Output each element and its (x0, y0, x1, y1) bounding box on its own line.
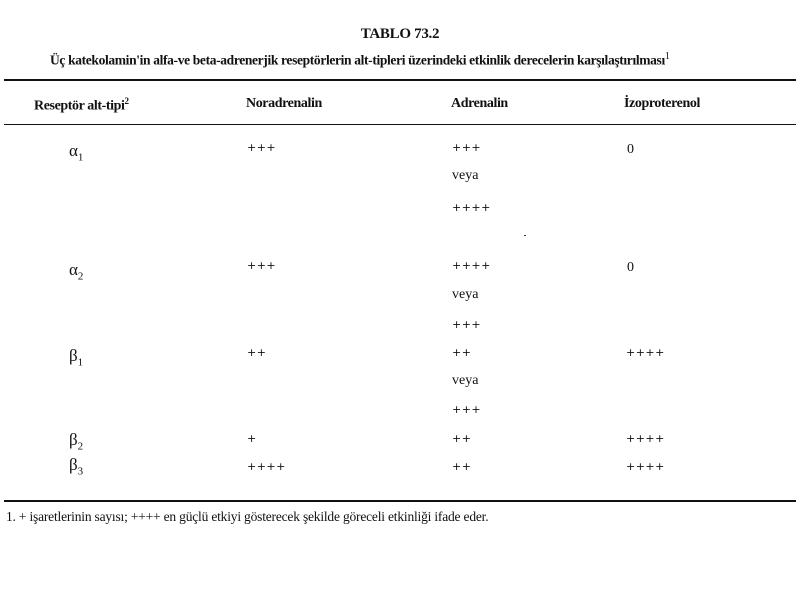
table-footnote: 1. + işaretlerinin sayısı; ++++ en güçlü etkiyi gösterecek şekilde göreceli etkinliği ifade eder. (6, 509, 489, 524)
top-rule (4, 79, 796, 81)
adrenalin-alt-cell: +++ (452, 403, 482, 416)
isoproterenol-cell: 0 (627, 260, 634, 275)
scan-speck (524, 235, 526, 236)
adrenalin-cell: ++ (452, 460, 472, 473)
isoproterenol-cell: ++++ (626, 432, 665, 445)
receptor-symbol: α (69, 260, 78, 279)
isoproterenol-cell: ++++ (626, 460, 665, 473)
receptor-subscript: 2 (77, 440, 84, 453)
noradrenalin-cell: ++ (247, 346, 267, 359)
subtitle-text: Üç katekolamin'in alfa-ve beta-adrenerjik reseptörlerin alt-tipleri üzerindeki etkinlik derecelerin karşılaştırılması (50, 52, 665, 68)
header-receptor-note: 2 (124, 96, 129, 106)
table-subtitle (50, 51, 670, 69)
isoproterenol-cell: 0 (627, 142, 634, 157)
adrenalin-cell: ++++ (452, 259, 491, 272)
subtitle-footnote-marker: 1 (664, 51, 670, 62)
header-noradrenalin: Noradrenalin (246, 96, 322, 111)
adrenalin-or-text: veya (452, 373, 479, 388)
adrenalin-alt-cell: +++ (452, 318, 482, 331)
noradrenalin-cell: ++++ (247, 460, 286, 473)
bottom-rule (4, 500, 796, 502)
noradrenalin-cell: + (247, 432, 257, 445)
receptor-subscript: 2 (77, 270, 84, 283)
header-receptor-label: Reseptör alt-tipi (34, 98, 125, 114)
receptor-cell (69, 141, 83, 163)
receptor-subscript: 3 (77, 465, 84, 478)
receptor-cell (69, 346, 83, 368)
receptor-cell (69, 430, 83, 452)
adrenalin-or-text: veya (452, 168, 479, 183)
receptor-cell (69, 455, 83, 477)
adrenalin-cell: ++ (452, 432, 472, 445)
receptor-symbol: β (69, 430, 78, 449)
adrenalin-cell: +++ (452, 141, 482, 154)
adrenalin-or-text: veya (452, 287, 479, 302)
isoproterenol-cell: ++++ (626, 346, 665, 359)
receptor-symbol: β (69, 455, 78, 474)
receptor-symbol: β (69, 346, 78, 365)
header-isoproterenol: İzoproterenol (624, 96, 700, 111)
receptor-cell (69, 260, 83, 282)
header-adrenalin: Adrenalin (451, 96, 508, 111)
noradrenalin-cell: +++ (247, 259, 277, 272)
adrenalin-alt-cell: ++++ (452, 201, 491, 214)
table-title: TABLO 73.2 (360, 26, 440, 42)
receptor-subscript: 1 (77, 151, 84, 164)
receptor-symbol: α (69, 141, 78, 160)
adrenalin-cell: ++ (452, 346, 472, 359)
receptor-subscript: 1 (77, 356, 84, 369)
noradrenalin-cell: +++ (247, 141, 277, 154)
header-rule (4, 124, 796, 125)
header-receptor (34, 96, 129, 115)
